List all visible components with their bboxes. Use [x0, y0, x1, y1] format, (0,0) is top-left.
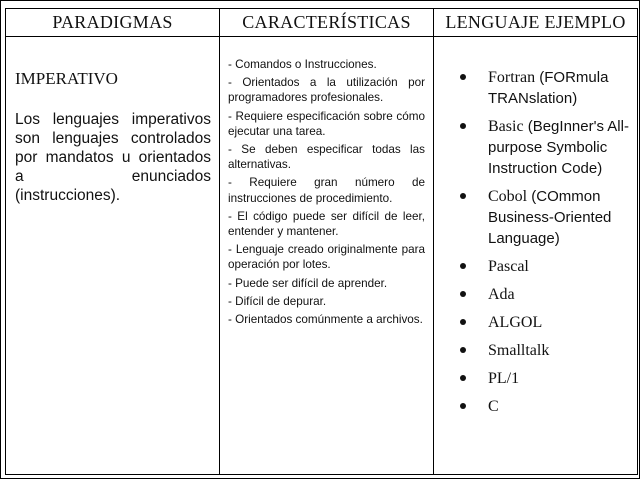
- language-item: [458, 67, 631, 109]
- bullet-icon: [460, 74, 466, 80]
- characteristic-item: - Difícil de depurar.: [228, 294, 327, 308]
- bullet-icon: [460, 263, 466, 269]
- characteristic-item: - Requiere gran número de instrucciones de procedimiento.: [228, 176, 425, 205]
- paradigm-table: [5, 8, 638, 475]
- language-name: Pascal: [488, 258, 529, 275]
- language-item: [458, 368, 631, 389]
- bullet-icon: [460, 403, 466, 409]
- language-name: Cobol: [488, 188, 528, 205]
- language-name: C: [488, 398, 499, 415]
- paradigm-cell: [6, 37, 220, 475]
- characteristic-item: - Requiere especificación sobre cómo ejecutar una tarea.: [228, 109, 425, 138]
- language-item: [458, 116, 631, 179]
- characteristic-item: - Comandos o Instrucciones.: [228, 58, 377, 71]
- language-list: [458, 67, 631, 417]
- languages-cell: [434, 37, 638, 475]
- header-paradigmas: PARADIGMAS: [6, 9, 220, 37]
- characteristics-list: [228, 57, 425, 327]
- language-item: [458, 256, 631, 277]
- bullet-icon: [460, 123, 466, 129]
- language-name: Fortran: [488, 69, 536, 86]
- header-caracteristicas: CARACTERÍSTICAS: [220, 9, 434, 37]
- header-lenguaje-ejemplo: LENGUAJE EJEMPLO: [434, 9, 638, 37]
- bullet-icon: [460, 291, 466, 297]
- language-item: [458, 312, 631, 333]
- language-item: [458, 396, 631, 417]
- characteristic-item: - Puede ser difícil de aprender.: [228, 276, 388, 290]
- bullet-icon: [460, 193, 466, 199]
- paradigm-name: IMPERATIVO: [15, 69, 118, 88]
- paradigm-description: Los lenguajes imperativos son lenguajes controlados por mandatos u orientados a enunciados (instrucciones).: [15, 111, 211, 204]
- language-name: Ada: [488, 286, 515, 303]
- language-name: Smalltalk: [488, 342, 550, 359]
- header-row: [6, 9, 638, 37]
- language-item: [458, 284, 631, 305]
- language-item: [458, 340, 631, 361]
- language-name: ALGOL: [488, 314, 543, 331]
- language-name: PL/1: [488, 370, 520, 387]
- language-name: Basic: [488, 118, 524, 135]
- language-expansion: (FORmula TRANslation): [488, 69, 609, 107]
- characteristics-cell: [220, 37, 434, 475]
- characteristic-item: - Se deben especificar todas las alternativas.: [228, 143, 425, 172]
- characteristic-item: - Orientados a la utilización por programadores profesionales.: [228, 76, 425, 105]
- bullet-icon: [460, 347, 466, 353]
- characteristic-item: - Lenguaje creado originalmente para operación por lotes.: [228, 243, 425, 272]
- language-expansion: (BegInner's All-purpose Symbolic Instruction Code): [488, 118, 629, 177]
- bullet-icon: [460, 375, 466, 381]
- bullet-icon: [460, 319, 466, 325]
- language-expansion: (COmmon Business-Oriented Language): [488, 188, 612, 247]
- characteristic-item: - El código puede ser difícil de leer, entender y mantener.: [228, 209, 425, 239]
- imperative-row: [6, 37, 638, 475]
- characteristic-item: - Orientados comúnmente a archivos.: [228, 313, 423, 327]
- language-item: [458, 186, 631, 249]
